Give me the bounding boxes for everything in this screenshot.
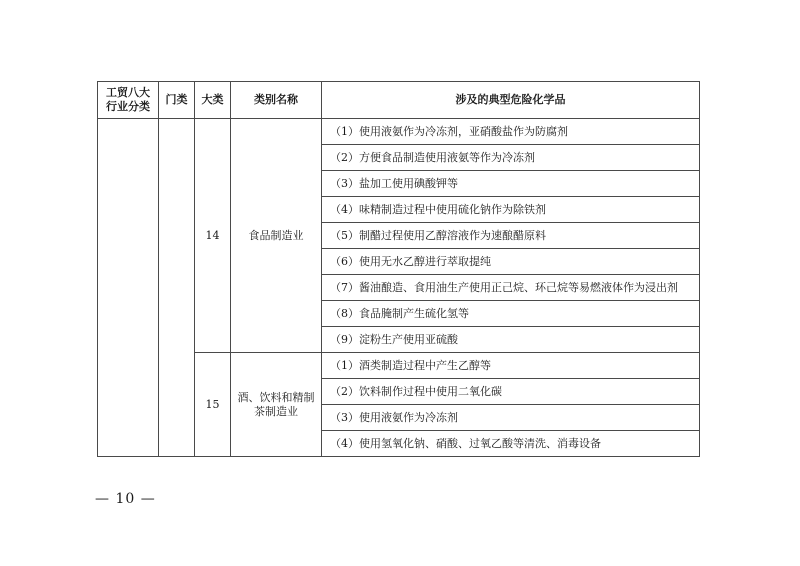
category-name-beverage-manufacturing	[231, 353, 322, 457]
major-class-code-14: 14	[195, 119, 231, 353]
header-industry-line2: 行业分类	[106, 100, 150, 113]
category-name-line1: 酒、饮料和精制	[237, 390, 315, 404]
page-number: — 10 —	[95, 491, 156, 507]
table-row	[98, 119, 700, 145]
chemical-item: （2）饮料制作过程中使用二氧化碳	[322, 379, 700, 405]
header-typical-chemicals: 涉及的典型危险化学品	[322, 82, 700, 119]
header-industry-classification	[98, 82, 159, 119]
chemical-item: （9）淀粉生产使用亚硫酸	[322, 327, 700, 353]
header-category-name: 类别名称	[231, 82, 322, 119]
industry-classification-cell	[98, 119, 159, 457]
chemical-item: （8）食品腌制产生硫化氢等	[322, 301, 700, 327]
table-header-row	[98, 82, 700, 119]
door-class-cell	[159, 119, 195, 457]
chemical-item: （4）味精制造过程中使用硫化钠作为除铁剂	[322, 197, 700, 223]
chemical-item: （2）方便食品制造使用液氨等作为冷冻剂	[322, 145, 700, 171]
chemical-item: （1）使用液氨作为冷冻剂，亚硝酸盐作为防腐剂	[322, 119, 700, 145]
hazardous-chemicals-table	[97, 81, 700, 457]
major-class-code-15: 15	[195, 353, 231, 457]
chemical-item: （5）制醋过程使用乙醇溶液作为速酿醋原料	[322, 223, 700, 249]
chemical-item: （7）酱油酿造、食用油生产使用正己烷、环己烷等易燃液体作为浸出剂	[322, 275, 700, 301]
category-name-line2: 茶制造业	[254, 404, 298, 418]
chemical-item: （3）使用液氨作为冷冻剂	[322, 405, 700, 431]
category-name-food-manufacturing: 食品制造业	[231, 119, 322, 353]
header-major-class: 大类	[195, 82, 231, 119]
chemical-item: （1）酒类制造过程中产生乙醇等	[322, 353, 700, 379]
chemical-item: （3）盐加工使用碘酸钾等	[322, 171, 700, 197]
chemical-item: （6）使用无水乙醇进行萃取提纯	[322, 249, 700, 275]
chemical-item: （4）使用氢氧化钠、硝酸、过氧乙酸等清洗、消毒设备	[322, 431, 700, 457]
header-industry-line1: 工贸八大	[106, 86, 150, 99]
header-door-class: 门类	[159, 82, 195, 119]
